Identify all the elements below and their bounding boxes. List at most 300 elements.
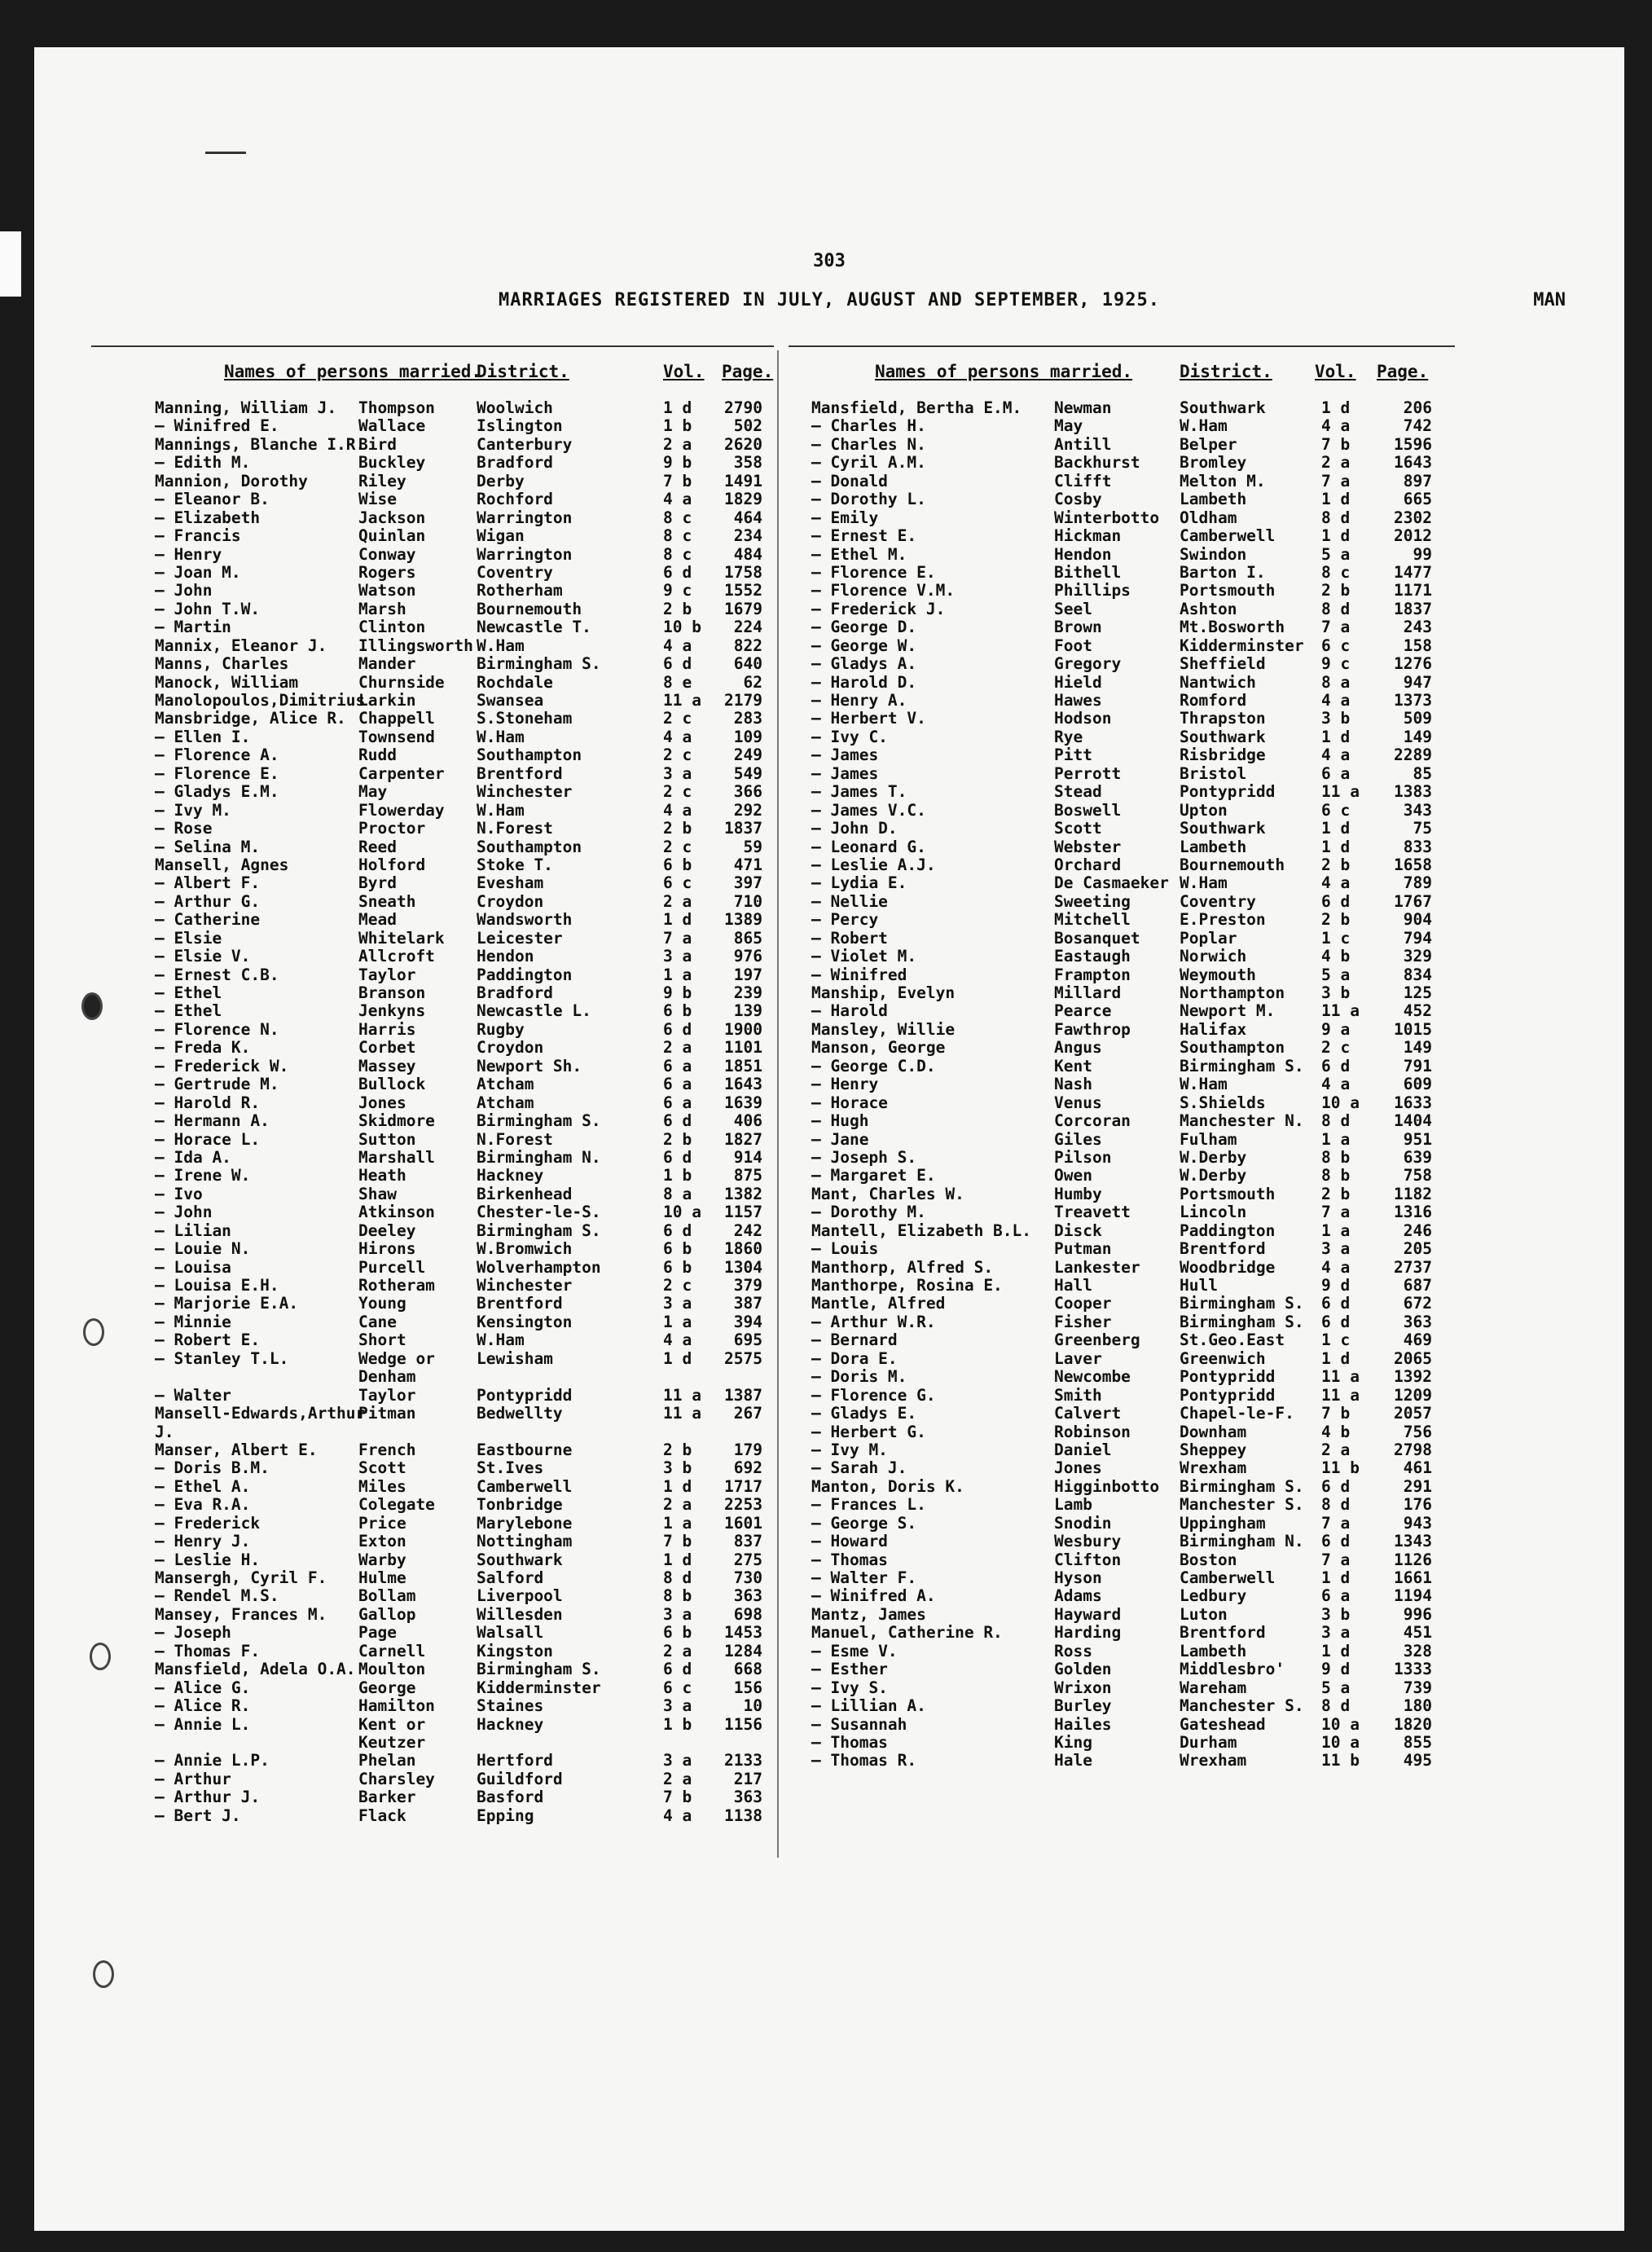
- register-row: [122, 1405, 790, 1423]
- entry-district: Lewisham: [477, 1348, 553, 1368]
- entry-name: — Henry J.: [155, 1532, 251, 1551]
- entry-spouse: Greenberg: [1054, 1331, 1140, 1350]
- register-row: [122, 1002, 790, 1020]
- entry-name: — Harold D.: [811, 672, 917, 692]
- register-row: [777, 1734, 1453, 1752]
- entry-page: 452: [1403, 1001, 1432, 1021]
- entry-page: 99: [1413, 544, 1432, 564]
- register-row: [122, 490, 790, 508]
- entry-spouse: Whitelark: [358, 928, 445, 948]
- entry-name: — Annie L.: [155, 1714, 251, 1734]
- entry-spouse: Brown: [1054, 618, 1102, 637]
- entry-page: 469: [1403, 1331, 1432, 1350]
- entry-name: — Ernest C.B.: [155, 965, 279, 984]
- entry-spouse: Purcell: [358, 1257, 426, 1277]
- entry-name: — Thomas: [811, 1550, 888, 1569]
- register-row: [122, 454, 790, 472]
- entry-vol: 8 b: [1321, 1166, 1351, 1185]
- entry-page: 59: [743, 837, 762, 856]
- entry-name: — Florence A.: [155, 746, 279, 765]
- left-entries: [122, 399, 790, 1825]
- register-row: [122, 1515, 790, 1533]
- entry-vol: 2 a: [663, 1769, 692, 1788]
- entry-name: — Walter F.: [811, 1568, 917, 1587]
- register-row: [777, 1752, 1453, 1770]
- entry-name: — Leslie A.J.: [811, 855, 936, 874]
- entry-vol: 1 c: [1321, 928, 1351, 948]
- entry-spouse: Fisher: [1054, 1312, 1112, 1331]
- entry-page: 742: [1403, 416, 1432, 436]
- entry-name: — Arthur J.: [155, 1788, 261, 1807]
- entry-district: Atcham: [477, 1075, 534, 1094]
- entry-district: Southwark: [1180, 819, 1266, 838]
- entry-page: 2179: [724, 691, 762, 710]
- entry-name: Mannings, Blanche I.R.: [155, 434, 366, 454]
- entry-spouse: Skidmore: [358, 1111, 435, 1131]
- entry-page: 1194: [1394, 1586, 1432, 1606]
- entry-page: 1827: [724, 1129, 762, 1149]
- entry-vol: 11 a: [1321, 1001, 1360, 1021]
- entry-page: 1156: [724, 1714, 762, 1734]
- entry-district: Brentford: [1180, 1623, 1266, 1643]
- entry-name: — Louisa E.H.: [155, 1276, 279, 1295]
- entry-district: Durham: [1180, 1732, 1237, 1752]
- entry-district: Canterbury: [477, 434, 573, 454]
- entry-spouse: May: [1054, 416, 1083, 436]
- entry-district: Newcastle T.: [477, 618, 591, 637]
- right-column: [777, 357, 1453, 1770]
- entry-spouse: Hawes: [1054, 691, 1102, 710]
- entry-spouse: Nash: [1054, 1075, 1092, 1094]
- entry-page: 1392: [1394, 1367, 1432, 1387]
- entry-vol: 9 a: [1321, 1019, 1351, 1039]
- entry-vol: 4 a: [1321, 416, 1351, 436]
- entry-name: — George S.: [811, 1513, 917, 1533]
- entry-district: Norwich: [1180, 947, 1247, 966]
- entry-spouse: Price: [358, 1513, 406, 1533]
- entry-vol: 2 a: [1321, 1440, 1351, 1459]
- register-row: [777, 1643, 1453, 1660]
- register-row: [122, 618, 790, 636]
- entry-district: S.Shields: [1180, 1093, 1266, 1112]
- entry-vol: 11 a: [663, 1404, 701, 1423]
- entry-district: Manchester N.: [1180, 1111, 1304, 1131]
- entry-spouse: Frampton: [1054, 965, 1131, 984]
- entry-spouse: Smith: [1054, 1385, 1102, 1405]
- entry-district: Southampton: [477, 837, 582, 856]
- register-row: [122, 655, 790, 673]
- entry-district: Oldham: [1180, 508, 1237, 527]
- entry-spouse: Mander: [358, 654, 416, 674]
- register-row: [122, 1058, 790, 1075]
- entry-district: Downham: [1180, 1422, 1247, 1441]
- entry-vol: 2 c: [663, 746, 692, 765]
- entry-page: 149: [1403, 727, 1432, 746]
- entry-vol: 6 b: [663, 1623, 692, 1643]
- page-title: MARRIAGES REGISTERED IN JULY, AUGUST AND SEPTEMBER, 1925.: [499, 290, 1160, 310]
- entry-spouse: Conway: [358, 544, 416, 564]
- entry-vol: 1 d: [1321, 727, 1351, 746]
- entry-spouse: Flowerday: [358, 800, 445, 820]
- entry-spouse: Lankester: [1054, 1257, 1140, 1277]
- entry-district: Lambeth: [1180, 490, 1247, 509]
- register-row: [122, 600, 790, 618]
- entry-spouse: Sweeting: [1054, 891, 1131, 911]
- entry-spouse: George: [358, 1678, 416, 1697]
- entry-name: — Irene W.: [155, 1166, 251, 1185]
- entry-name: — Elsie V.: [155, 947, 251, 966]
- entry-spouse: Rogers: [358, 562, 416, 582]
- entry-page: 242: [733, 1221, 762, 1240]
- entry-district: Birmingham N.: [477, 1147, 601, 1167]
- entry-vol: 7 b: [1321, 434, 1351, 454]
- entry-name: — Louisa: [155, 1257, 231, 1277]
- register-row: [777, 1387, 1453, 1405]
- entry-district: Bedwellty: [477, 1404, 563, 1423]
- entry-page: 1453: [724, 1623, 762, 1643]
- register-row: [777, 893, 1453, 911]
- entry-spouse: Deeley: [358, 1221, 416, 1240]
- entry-vol: 10 a: [1321, 1714, 1360, 1734]
- entry-page: 695: [733, 1331, 762, 1350]
- entry-name: — Ivo: [155, 1184, 203, 1203]
- entry-name: — Joseph: [155, 1623, 231, 1643]
- entry-name: — Ivy M.: [155, 800, 231, 820]
- entry-page: 10: [743, 1696, 762, 1716]
- entry-spouse: Hield: [1054, 672, 1102, 692]
- entry-vol: 6 b: [663, 1239, 692, 1259]
- entry-spouse: Hendon: [1054, 544, 1112, 564]
- entry-page: 149: [1403, 1038, 1432, 1058]
- register-row: [777, 564, 1453, 582]
- entry-page: 224: [733, 618, 762, 637]
- entry-name: — Ethel: [155, 983, 222, 1002]
- entry-district: W.Bromwich: [477, 1239, 573, 1259]
- entry-district: Walsall: [477, 1623, 544, 1643]
- entry-spouse: Clifft: [1054, 471, 1112, 490]
- entry-spouse: Hirons: [358, 1239, 416, 1259]
- entry-spouse: Newcombe: [1054, 1367, 1131, 1387]
- entry-district: Mt.Bosworth: [1180, 618, 1285, 637]
- surname-range: MAN: [1533, 290, 1566, 310]
- register-row: [777, 1459, 1453, 1477]
- entry-district: Birmingham S.: [477, 1221, 601, 1240]
- entry-name: Manson, George: [811, 1038, 946, 1058]
- entry-district: Epping: [477, 1806, 534, 1825]
- entry-vol: 8 b: [663, 1586, 692, 1606]
- entry-name: — Doris M.: [811, 1367, 907, 1387]
- entry-name: J.: [155, 1422, 174, 1441]
- entry-district: Woolwich: [477, 398, 553, 417]
- entry-name: — Bert J.: [155, 1806, 241, 1825]
- entry-vol: 7 a: [1321, 1550, 1351, 1569]
- entry-name: — Arthur W.R.: [811, 1312, 936, 1331]
- entry-district: Birmingham S.: [477, 654, 601, 674]
- entry-vol: 3 a: [1321, 1623, 1351, 1643]
- register-row: [122, 728, 790, 746]
- entry-vol: 6 b: [663, 1257, 692, 1277]
- entry-spouse: Venus: [1054, 1093, 1102, 1112]
- left-column-header: [122, 357, 790, 399]
- entry-spouse: Rye: [1054, 727, 1083, 746]
- entry-spouse: Ross: [1054, 1641, 1092, 1660]
- entry-page: 366: [733, 782, 762, 802]
- entry-name: Manolopoulos,Dimitrius: [155, 691, 366, 710]
- entry-name: Mannion, Dorothy: [155, 471, 308, 490]
- entry-vol: 9 c: [663, 581, 692, 600]
- entry-vol: 8 b: [1321, 1147, 1351, 1167]
- entry-district: Birmingham S.: [1180, 1294, 1304, 1313]
- entry-district: Birmingham N.: [1180, 1532, 1304, 1551]
- entry-page: 387: [733, 1294, 762, 1313]
- entry-vol: 6 d: [663, 562, 692, 582]
- entry-spouse: Jenkyns: [358, 1001, 426, 1021]
- register-row: [122, 911, 790, 929]
- entry-page: 363: [733, 1586, 762, 1606]
- entry-district: Southwark: [1180, 398, 1266, 417]
- header-vol: Vol.: [663, 362, 705, 381]
- entry-vol: 6 c: [1321, 636, 1351, 655]
- entry-district: Sheffield: [1180, 654, 1266, 674]
- entry-district: Brentford: [477, 763, 563, 783]
- entry-name: — James V.C.: [811, 800, 926, 820]
- entry-spouse: Winterbotto: [1054, 508, 1160, 527]
- entry-name: — Ida A.: [155, 1147, 231, 1167]
- entry-page: 996: [1403, 1604, 1432, 1624]
- entry-spouse: Wesbury: [1054, 1532, 1122, 1551]
- entry-vol: 6 d: [663, 1221, 692, 1240]
- entry-page: 379: [733, 1276, 762, 1295]
- entry-name: — Rose: [155, 819, 213, 838]
- entry-page: 243: [1403, 618, 1432, 637]
- entry-district: Warrington: [477, 508, 573, 527]
- register-row: [122, 856, 790, 874]
- entry-spouse: Illingsworth: [358, 636, 473, 655]
- register-row: [122, 1624, 790, 1642]
- entry-district: Hackney: [477, 1166, 544, 1185]
- register-row: [122, 1021, 790, 1039]
- entry-name: — Winifred A.: [811, 1586, 936, 1606]
- entry-page: 2253: [724, 1495, 762, 1515]
- entry-district: W.Derby: [1180, 1166, 1247, 1185]
- entry-name: — Gladys E.: [811, 1404, 917, 1423]
- entry-spouse: Gregory: [1054, 654, 1122, 674]
- entry-page: 875: [733, 1166, 762, 1185]
- entry-name: — Winifred E.: [155, 416, 279, 436]
- entry-page: 897: [1403, 471, 1432, 490]
- entry-vol: 7 a: [1321, 1513, 1351, 1533]
- entry-spouse: French: [358, 1440, 416, 1459]
- entry-spouse: Larkin: [358, 691, 416, 710]
- register-row: [122, 509, 790, 527]
- entry-page: 692: [733, 1458, 762, 1478]
- register-row: [777, 1423, 1453, 1441]
- entry-name: — Catherine: [155, 910, 261, 930]
- entry-district: Birmingham S.: [1180, 1056, 1304, 1075]
- entry-vol: 11 a: [1321, 1367, 1360, 1387]
- entry-name: — Ivy S.: [811, 1678, 888, 1697]
- entry-spouse: Pearce: [1054, 1001, 1112, 1021]
- entry-spouse: Burley: [1054, 1696, 1112, 1716]
- entry-spouse: Hall: [1054, 1276, 1092, 1295]
- entry-page: 1015: [1394, 1019, 1432, 1039]
- entry-name: — Francis: [155, 526, 241, 546]
- register-row: [777, 1277, 1453, 1295]
- entry-name: — George D.: [811, 618, 917, 637]
- entry-name: Mant, Charles W.: [811, 1184, 964, 1203]
- entry-district: Wareham: [1180, 1678, 1247, 1697]
- entry-vol: 4 a: [663, 727, 692, 746]
- entry-spouse: Hale: [1054, 1751, 1092, 1770]
- entry-district: Boston: [1180, 1550, 1237, 1569]
- entry-vol: 2 b: [663, 599, 692, 618]
- register-row: [122, 546, 790, 564]
- entry-name: Manship, Evelyn: [811, 983, 956, 1002]
- entry-vol: 7 b: [1321, 1404, 1351, 1423]
- entry-spouse: Bithell: [1054, 562, 1122, 582]
- entry-district: St.Ives: [477, 1458, 544, 1478]
- register-row: [777, 1368, 1453, 1386]
- register-row: [122, 1185, 790, 1203]
- entry-vol: 6 b: [663, 855, 692, 874]
- entry-district: Coventry: [477, 562, 553, 582]
- entry-vol: 2 c: [663, 837, 692, 856]
- entry-name: — Emily: [811, 508, 879, 527]
- entry-name: — Eva R.A.: [155, 1495, 251, 1515]
- entry-spouse: King: [1054, 1732, 1092, 1752]
- entry-page: 239: [733, 983, 762, 1002]
- entry-spouse: Robinson: [1054, 1422, 1131, 1441]
- entry-name: — Charles N.: [811, 434, 926, 454]
- entry-vol: 1 d: [663, 910, 692, 930]
- entry-vol: 4 a: [1321, 691, 1351, 710]
- register-row: [122, 802, 790, 820]
- register-row: [777, 1350, 1453, 1368]
- entry-district: Basford: [477, 1788, 544, 1807]
- entry-vol: 7 a: [1321, 471, 1351, 490]
- register-row: [777, 874, 1453, 892]
- entry-vol: 10 a: [663, 1203, 701, 1222]
- entry-page: 451: [1403, 1623, 1432, 1643]
- register-row: [777, 600, 1453, 618]
- entry-name: — Sarah J.: [811, 1458, 907, 1478]
- entry-name: — Esme V.: [811, 1641, 898, 1660]
- entry-spouse: Disck: [1054, 1221, 1102, 1240]
- entry-vol: 2 b: [663, 1129, 692, 1149]
- entry-spouse: Boswell: [1054, 800, 1122, 820]
- entry-name: — Harold R.: [155, 1093, 261, 1112]
- register-row: [777, 1569, 1453, 1587]
- entry-vol: 1 d: [1321, 398, 1351, 417]
- entry-vol: 6 a: [663, 1093, 692, 1112]
- entry-district: Thrapston: [1180, 709, 1266, 728]
- entry-name: — Thomas R.: [811, 1751, 917, 1770]
- entry-name: — Thomas F.: [155, 1641, 261, 1660]
- entry-page: 639: [1403, 1147, 1432, 1167]
- entry-spouse: Corcoran: [1054, 1111, 1131, 1131]
- entry-district: Rochford: [477, 490, 553, 509]
- entry-spouse: Hyson: [1054, 1568, 1102, 1587]
- entry-page: 1639: [724, 1093, 762, 1112]
- entry-spouse: Churnside: [358, 672, 445, 692]
- entry-page: 1389: [724, 910, 762, 930]
- entry-spouse: Keutzer: [358, 1732, 426, 1752]
- entry-name: — Harold: [811, 1001, 888, 1021]
- entry-district: Portsmouth: [1180, 1184, 1276, 1203]
- entry-vol: 4 a: [1321, 746, 1351, 765]
- header-district: District.: [477, 362, 569, 381]
- entry-page: 756: [1403, 1422, 1432, 1441]
- entry-page: 1596: [1394, 434, 1432, 454]
- entry-name: — Ellen I.: [155, 727, 251, 746]
- entry-name: — Margaret E.: [811, 1166, 936, 1185]
- entry-page: 1126: [1394, 1550, 1432, 1569]
- entry-spouse: Phillips: [1054, 581, 1131, 600]
- entry-spouse: Bosanquet: [1054, 928, 1140, 948]
- entry-spouse: Cosby: [1054, 490, 1102, 509]
- register-row: [122, 1387, 790, 1405]
- entry-name: — Selina M.: [155, 837, 261, 856]
- register-row: [122, 1551, 790, 1569]
- register-row: [777, 820, 1453, 838]
- register-row: [122, 1606, 790, 1624]
- entry-name: — Dorothy M.: [811, 1203, 926, 1222]
- entry-vol: 4 a: [1321, 873, 1351, 893]
- entry-page: 397: [733, 873, 762, 893]
- entry-name: — Gertrude M.: [155, 1075, 279, 1094]
- register-row: [777, 1587, 1453, 1605]
- entry-district: Southampton: [477, 746, 582, 765]
- entry-vol: 8 a: [663, 1184, 692, 1203]
- entry-name: — Ivy M.: [811, 1440, 888, 1459]
- entry-page: 1182: [1394, 1184, 1432, 1203]
- entry-district: Wrexham: [1180, 1458, 1247, 1478]
- entry-vol: 4 b: [1321, 1422, 1351, 1441]
- entry-district: Bradford: [477, 983, 553, 1002]
- entry-spouse: Atkinson: [358, 1203, 435, 1222]
- entry-page: 1717: [724, 1476, 762, 1496]
- entry-district: Croydon: [477, 1038, 544, 1058]
- entry-vol: 1 d: [663, 1348, 692, 1368]
- entry-district: Southwark: [1180, 727, 1266, 746]
- entry-district: Melton M.: [1180, 471, 1266, 490]
- register-row: [777, 1259, 1453, 1277]
- entry-name: — John: [155, 581, 213, 600]
- entry-name: — Lillian A.: [811, 1696, 926, 1716]
- entry-district: Stoke T.: [477, 855, 553, 874]
- entry-name: — James T.: [811, 782, 907, 802]
- entry-page: 947: [1403, 672, 1432, 692]
- entry-spouse: Taylor: [358, 965, 416, 984]
- entry-vol: 7 b: [663, 471, 692, 490]
- entry-district: Camberwell: [1180, 526, 1276, 546]
- register-row: [122, 564, 790, 582]
- entry-vol: 6 d: [663, 1111, 692, 1131]
- register-row: [777, 1131, 1453, 1149]
- right-column-header: [777, 357, 1453, 399]
- entry-vol: 7 b: [663, 1532, 692, 1551]
- entry-page: 406: [733, 1111, 762, 1131]
- entry-page: 2790: [724, 398, 762, 417]
- entry-district: Willesden: [477, 1604, 563, 1624]
- entry-spouse: Jones: [358, 1093, 406, 1112]
- entry-page: 292: [733, 800, 762, 820]
- entry-name: Mantz, James: [811, 1604, 926, 1624]
- register-row: [777, 1185, 1453, 1203]
- entry-vol: 9 d: [1321, 1660, 1351, 1679]
- register-row: [122, 399, 790, 417]
- entry-district: Pontypridd: [477, 1385, 573, 1405]
